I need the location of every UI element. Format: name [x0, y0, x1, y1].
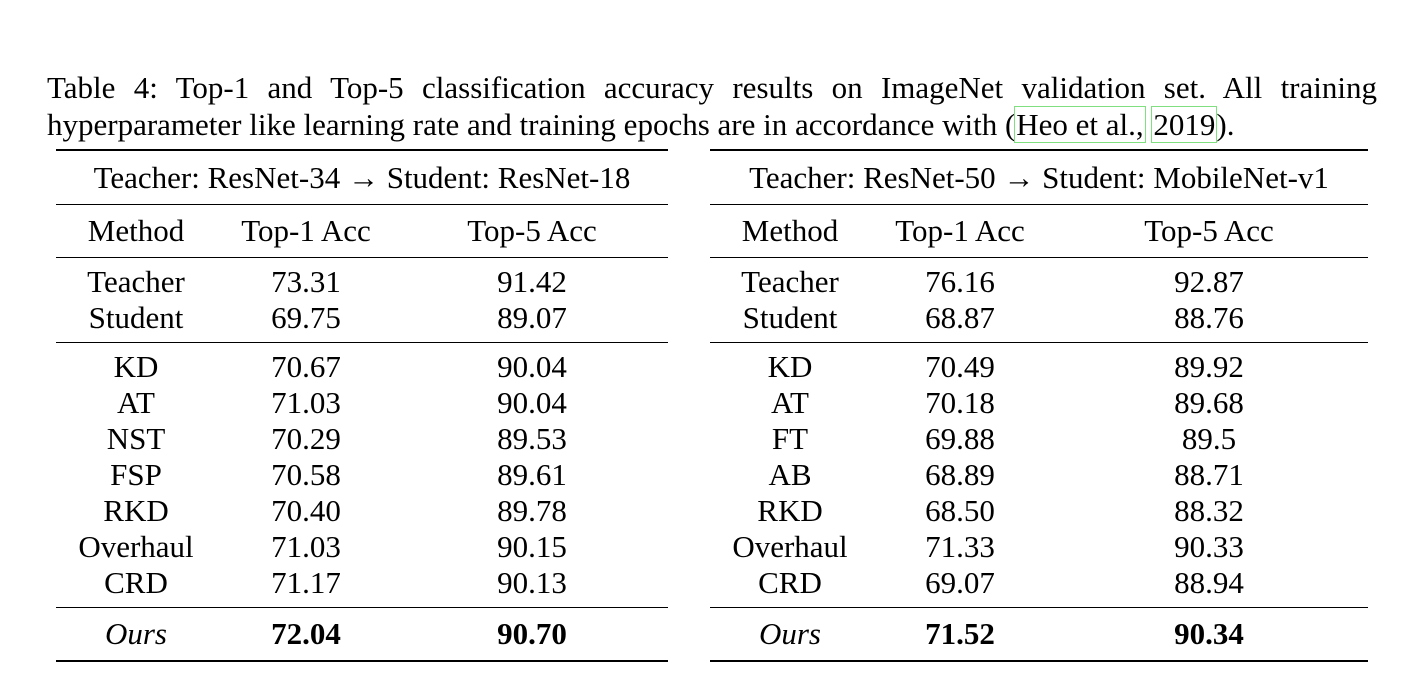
- baseline-row: [710, 300, 1368, 343]
- method-row: [56, 457, 668, 493]
- ours-top1-cell: 72.04: [216, 608, 396, 662]
- top1-cell: 73.31: [216, 258, 396, 301]
- ours-top5-cell: 90.70: [396, 608, 668, 662]
- method-row: [710, 343, 1368, 386]
- method-row: [710, 457, 1368, 493]
- method-cell: FT: [771, 421, 809, 456]
- method-cell: CRD: [758, 565, 822, 600]
- method-cell: AT: [117, 385, 155, 420]
- method-cell: RKD: [103, 493, 169, 528]
- ours-top1-cell: 71.52: [870, 608, 1050, 662]
- method-row: [710, 385, 1368, 421]
- method-row: [710, 529, 1368, 565]
- method-cell: Teacher: [710, 258, 870, 301]
- table-title: Teacher: ResNet-50 → Student: MobileNet-v1: [710, 150, 1368, 205]
- baseline-row: [56, 258, 668, 301]
- citation-link-year[interactable]: 2019: [1153, 107, 1216, 142]
- top1-cell: 70.40: [271, 493, 341, 528]
- top5-cell: 89.92: [1050, 343, 1368, 386]
- top1-cell: 69.75: [271, 300, 341, 335]
- table-title: Teacher: ResNet-34 → Student: ResNet-18: [56, 150, 668, 205]
- method-cell: KD: [56, 343, 216, 386]
- top5-cell: 89.78: [497, 493, 567, 528]
- method-cell: AB: [768, 457, 812, 492]
- caption-text-after: ).: [1216, 107, 1235, 142]
- top5-cell: 90.13: [497, 565, 567, 600]
- table-caption: [47, 69, 1377, 143]
- method-row: [56, 385, 668, 421]
- top1-cell: 71.03: [271, 385, 341, 420]
- method-cell: KD: [710, 343, 870, 386]
- top1-cell: 68.89: [925, 457, 995, 492]
- method-cell: Teacher: [56, 258, 216, 301]
- column-header-method: Method: [710, 205, 870, 258]
- ours-top5-cell: 90.34: [1050, 608, 1368, 662]
- top1-cell: 71.03: [271, 529, 341, 564]
- top5-cell: 91.42: [396, 258, 668, 301]
- method-row: [56, 565, 668, 608]
- top1-cell: 70.58: [271, 457, 341, 492]
- top1-cell: 68.87: [925, 300, 995, 335]
- top1-cell: 70.18: [925, 385, 995, 420]
- caption-text-before: Table 4: Top-1 and Top-5 classification accuracy results on ImageNet validation set. All training hyperparameter like learning rate and training epochs are in accordance with (: [47, 70, 1377, 142]
- top1-cell: 69.88: [925, 421, 995, 456]
- top5-cell: 89.61: [497, 457, 567, 492]
- top5-cell: 89.5: [1181, 421, 1237, 456]
- top1-cell: 71.33: [925, 529, 995, 564]
- column-header-method: Method: [56, 205, 216, 258]
- top1-cell: 68.50: [925, 493, 995, 528]
- top5-cell: 88.76: [1174, 300, 1244, 335]
- method-cell: RKD: [757, 493, 823, 528]
- column-header-top5: Top-5 Acc: [396, 205, 668, 258]
- method-cell: AT: [771, 385, 809, 420]
- method-cell: Overhaul: [732, 529, 848, 564]
- top1-cell: 70.29: [271, 421, 341, 456]
- baseline-row: [56, 300, 668, 343]
- results-table-mobilenet: [710, 149, 1368, 662]
- method-row: [56, 493, 668, 529]
- ours-method-cell: Ours: [710, 608, 870, 662]
- method-row: [56, 343, 668, 386]
- top5-cell: 88.94: [1174, 565, 1244, 600]
- column-header-top5: Top-5 Acc: [1050, 205, 1368, 258]
- method-cell: Student: [88, 300, 184, 335]
- column-header-top1: Top-1 Acc: [216, 205, 396, 258]
- top1-cell: 71.17: [271, 565, 341, 600]
- ours-method-cell: Ours: [56, 608, 216, 662]
- baseline-row: [710, 258, 1368, 301]
- top5-cell: 90.04: [396, 343, 668, 386]
- method-cell: NST: [106, 421, 166, 456]
- top5-cell: 88.71: [1174, 457, 1244, 492]
- method-cell: CRD: [104, 565, 168, 600]
- method-row: [710, 421, 1368, 457]
- method-row: [56, 421, 668, 457]
- top5-cell: 89.68: [1174, 385, 1244, 420]
- top1-cell: 70.49: [870, 343, 1050, 386]
- column-header-top1: Top-1 Acc: [870, 205, 1050, 258]
- method-row: [710, 565, 1368, 608]
- method-row: [710, 493, 1368, 529]
- top5-cell: 92.87: [1050, 258, 1368, 301]
- method-cell: Student: [742, 300, 838, 335]
- top5-cell: 89.53: [497, 421, 567, 456]
- top5-cell: 88.32: [1174, 493, 1244, 528]
- results-table-resnet18: [56, 149, 668, 662]
- top1-cell: 69.07: [925, 565, 995, 600]
- top5-cell: 90.04: [497, 385, 567, 420]
- top5-cell: 89.07: [497, 300, 567, 335]
- method-row: [56, 529, 668, 565]
- citation-link-author[interactable]: Heo et al.,: [1016, 107, 1144, 142]
- top1-cell: 76.16: [870, 258, 1050, 301]
- method-cell: FSP: [110, 457, 162, 492]
- top5-cell: 90.33: [1174, 529, 1244, 564]
- top5-cell: 90.15: [497, 529, 567, 564]
- method-cell: Overhaul: [78, 529, 194, 564]
- top1-cell: 70.67: [216, 343, 396, 386]
